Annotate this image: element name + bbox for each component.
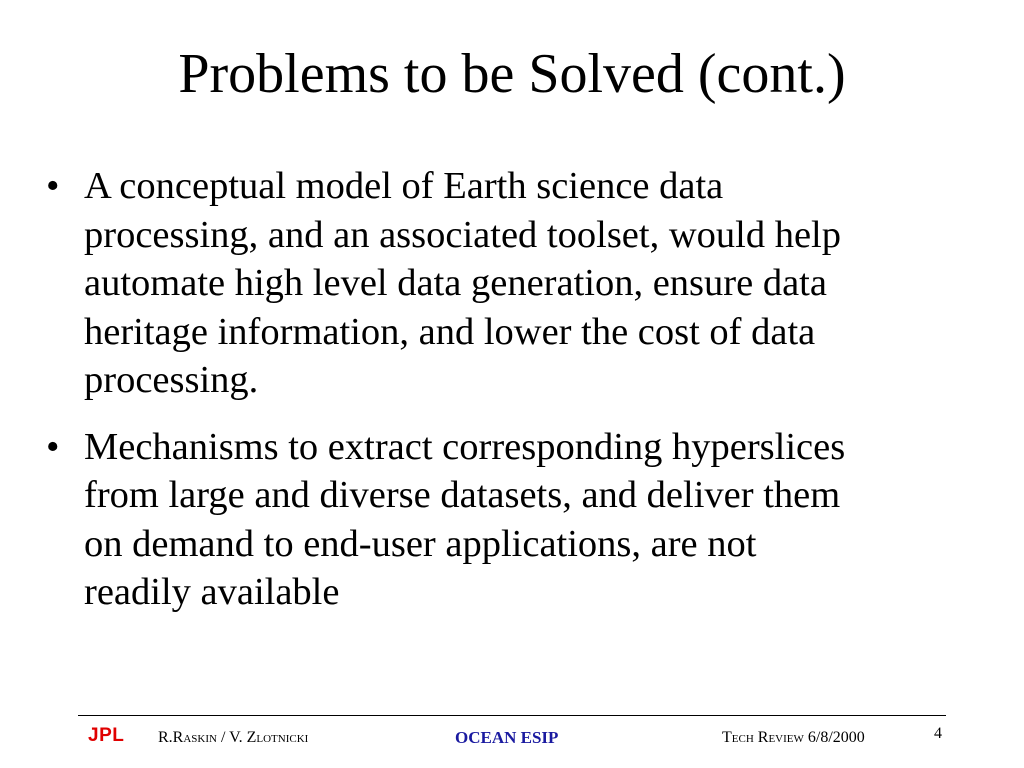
bullet-item-conceptual-model [46, 162, 996, 405]
bullet-text-line: processing, and an associated toolset, would help [84, 213, 841, 256]
bullet-text-line: A conceptual model of Earth science data [84, 165, 724, 207]
bullet-icon: • [46, 425, 60, 468]
page-number: 4 [934, 725, 942, 742]
bullet-list [46, 162, 996, 635]
bullet-text-line: heritage information, and lower the cost of data [84, 310, 816, 353]
slide-title: Problems to be Solved (cont.) [178, 43, 846, 105]
bullet-item-hyperslices [46, 423, 996, 617]
bullet-text-line: on demand to end-user applications, are not [84, 522, 757, 565]
footer-authors: R.Raskin / V. Zlotnicki [158, 729, 309, 746]
jpl-logo: JPL [88, 725, 125, 746]
footer-project-name: OCEAN ESIP [455, 728, 559, 747]
bullet-text-line: Mechanisms to extract corresponding hyperslices [84, 425, 846, 468]
bullet-icon: • [46, 165, 60, 207]
bullet-text-line: automate high level data generation, ensure data [84, 262, 827, 304]
bullet-text-line: processing. [84, 359, 259, 401]
bullet-text-line: readily available [84, 571, 340, 613]
footer-review-date: Tech Review 6/8/2000 [722, 729, 865, 746]
footer-divider [78, 715, 946, 716]
bullet-text-line: from large and diverse datasets, and deliver them [84, 474, 841, 516]
